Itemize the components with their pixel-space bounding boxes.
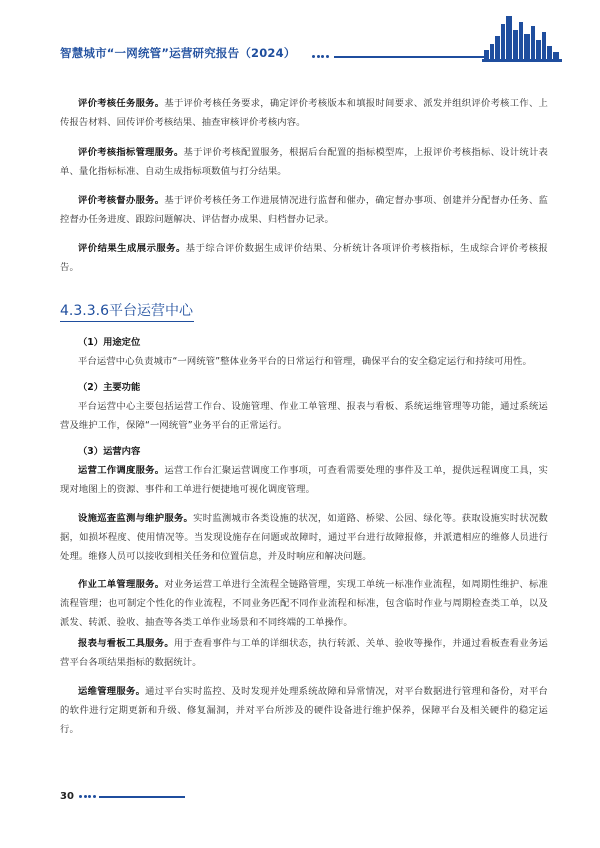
- paragraph-ops-service: 运维管理服务。通过平台实时监控、及时发现并处理系统故障和异常情况，对平台数据进行管理和备份，对平台的软件进行定期更新和升级、修复漏洞，并对平台所涉及的硬件设备进行维护保养，保障平台及相关硬件的稳定运行。: [60, 686, 548, 735]
- city-skyline-icon: [482, 14, 562, 62]
- paragraph-result-service: 评价结果生成展示服务。基于综合评价数据生成评价结果、分析统计各项评价考核指标，生成综合评价考核报告。: [60, 243, 548, 273]
- footer-rule: [99, 796, 185, 798]
- paragraph-facility-service: 设施巡查监测与维护服务。实时监测城市各类设施的状况，如道路、桥梁、公园、绿化等。获取设施实时状况数据，如损坏程度、使用情况等。当发现设施存在问题或故障时，通过平台进行故障报修，并派遣相应的维修人员进行处理。维修人员可以接收到相关任务和位置信息，并及时响应和解决问题。: [60, 513, 548, 562]
- paragraph-supervision-service: 评价考核督办服务。基于评价考核任务工作进展情况进行监督和催办，确定督办事项、创建并分配督办任务、监控督办任务进度、跟踪问题解决、评估督办成果、归档督办记录。: [60, 195, 548, 225]
- report-title: 智慧城市“一网统管”运营研究报告（2024）: [60, 46, 296, 60]
- section-underline: [60, 321, 194, 322]
- paragraph-workorder-service: 作业工单管理服务。对业务运营工单进行全流程全链路管理，实现工单统一标准作业流程，如周期性维护、标准流程管理；也可制定个性化的作业流程，不同业务匹配不同作业流程和标准，包含临时作业与周期检查类工单，以及派发、转派、验收、抽查等各类工单作业场景和不同终端的工单操作。: [60, 579, 548, 628]
- subheading-positioning: （1）用途定位: [78, 337, 141, 348]
- page-header: [0, 0, 600, 70]
- subheading-functions: （2）主要功能: [78, 382, 141, 393]
- header-dots-decoration: [312, 55, 332, 59]
- subheading-content: （3）运营内容: [78, 446, 141, 457]
- paragraph-functions: 平台运营中心主要包括运营工作台、设施管理、作业工单管理、报表与看板、系统运维管理等功能，通过系统运营及维护工作，保障“一网统管”业务平台的正常运行。: [60, 401, 548, 431]
- paragraph-task-service: 评价考核任务服务。基于评价考核任务要求，确定评价考核版本和填报时间要求、派发并组织评价考核工作、上传报告材料、回传评价考核结果、抽查审核评价考核内容。: [60, 98, 548, 128]
- footer-dots-decoration: [79, 795, 99, 799]
- page-number: 30: [60, 791, 74, 802]
- paragraph-indicator-service: 评价考核指标管理服务。基于评价考核配置服务，根据后台配置的指标模型库，上报评价考核指标、设计统计表单、量化指标标准、自动生成指标项数值与打分结果。: [60, 147, 548, 177]
- header-rule: [334, 56, 486, 58]
- paragraph-report-service: 报表与看板工具服务。用于查看事件与工单的详细状态，执行转派、关单、验收等操作，并通过看板查看业务运营平台各项结果指标的数据统计。: [60, 638, 548, 668]
- paragraph-positioning: 平台运营中心负责城市“一网统管”整体业务平台的日常运行和管理，确保平台的安全稳定运行和持续可用性。: [78, 356, 532, 367]
- section-heading: 4.3.3.6平台运营中心: [60, 303, 193, 319]
- paragraph-dispatch-service: 运营工作调度服务。运营工作台汇聚运营调度工作事项，可查看需要处理的事件及工单，提供远程调度工具，实现对地图上的资源、事件和工单进行便捷地可视化调度管理。: [60, 465, 548, 495]
